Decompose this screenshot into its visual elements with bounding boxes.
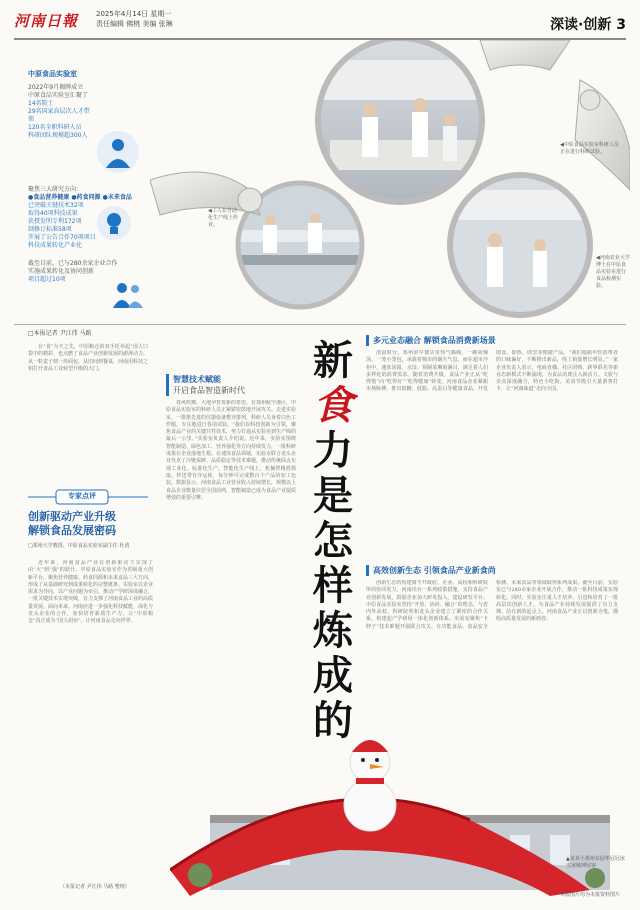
result-line: 制修订标准58项 [28, 226, 72, 233]
headline-char: 力 [313, 427, 353, 474]
people-icon [110, 280, 146, 310]
expert-headline [28, 510, 153, 538]
issue-date: 2025年4月14日 星期一 [96, 10, 172, 18]
intro-paragraph [28, 344, 148, 374]
expert-commentary [28, 560, 153, 878]
issue-info [96, 9, 173, 29]
section-a-heading [166, 374, 303, 396]
expert-title-line1: 创新驱动产业升级 [28, 510, 116, 523]
section-c-body [366, 580, 618, 720]
sidebar-title: 中原食品实验室 [28, 70, 77, 78]
section-b-text: 清晨时分，郑州的早餐店里热气腾腾，一碗胡辣汤、一笼小笼包，承载着城市的烟火气息。而在超市冷柜中，速冻汤圆、水饺、预制菜琳琅满目，满足着人们多样化的消费需求。随着消费升级，食品产业正从“吃得饱”向“吃得好”“吃得健康”转变。河南食品企业紧跟市场脉搏，推出低糖、低脂、高蛋白等健康食品，开发即食、即热、即烹等便捷产品。“我们根据年轻消费者的口味偏好，不断推出新品，线上销量增长明显。”一家企业负责人表示。电商直播、社区团购、跨界联名等新业态新模式不断涌现，为食品消费注入新活力。文旅与美食深度融合，特色小吃街、美食节吸引大量游客打卡，让“河南味道”走向全国。 [366, 350, 618, 393]
areas-title: 聚焦三大研究方向： [28, 186, 83, 193]
result-line: 科技成果转化产业化 [28, 242, 83, 249]
stat-line: 2022年9月揭牌成立 [28, 84, 84, 91]
intro-text: 在“食”为天之先，中原粮仓的双手托举起“国人口袋中的精彩，也点燃了食品产业创新发展的澎湃动力。从一粒麦子到一块面包，从田间到餐桌，河南用科技之钥打开食品工业转型升级的大门。 [28, 344, 149, 372]
expert-sign: （本报记者 尹江伟 马路 整理） [60, 884, 130, 890]
stat-line: 中原食品实验室汇聚了 [28, 92, 89, 99]
section-c-text: 创新生态的构建离不开政府、企业、高校和科研院所的协同发力。河南出台一系列政策措施，支持食品产业创新发展，鼓励企业加大研发投入，建设研发平台。中原食品实验室坚持“开放、协同、融合”的理念，与省内外高校、科研院所和龙头企业建立了紧密的合作关系，构建起产学研用一体化创新体系。实验室聚焦“卡脖子”技术难题开展联合攻关，在功能食品、食品安全检测、未来食品等领域取得系列成果。截至目前，实验室已与280余家企业开展合作，推动一批科技成果实现转化。同时，实验室注重人才培养，引进和培育了一批高层次创新人才，为食品产业持续发展提供了有力支撑。站在新的起点上，河南食品产业正以创新为笔，描绘高质量发展的新画卷。 [366, 580, 618, 630]
headline-char: 成 [313, 652, 353, 699]
section-c-heading: 高效创新生态 引领食品产业新食尚 [366, 565, 623, 576]
main-headline [308, 338, 358, 743]
right-photo-caption: ◀河南农业大学博士在中原食品实验室进行食品检测实验。 [596, 255, 630, 289]
result-line: 取得40项科技成果 [28, 210, 78, 217]
section-b-body [366, 350, 618, 550]
result-line: 已突破关键技术32项 [28, 202, 84, 209]
expert-title-line2: 解锁食品发展密码 [28, 524, 116, 537]
coop-line: 实施成果转化及协同创新 [28, 268, 95, 275]
expert-tag-label: 专家点评 [68, 492, 96, 500]
headline-char: 是 [313, 472, 353, 519]
stat-line: 14名院士 [28, 100, 54, 107]
coop-line: 项目超过10项 [28, 276, 66, 283]
expert-tag [28, 488, 148, 506]
coop-line: 截至目前，已与280余家企业合作 [28, 260, 118, 267]
section-a-title-2: 开启食品智造新时代 [173, 386, 245, 395]
section-a-title-1: 智慧技术赋能 [173, 375, 221, 384]
headline-char: 的 [313, 697, 353, 744]
lab-test-photo [440, 170, 600, 320]
sidebar-stats [28, 84, 92, 140]
section-b-heading: 多元业态融合 解锁食品消费新场景 [366, 335, 623, 346]
production-line-caption: ◀工人在自动化生产线上作业。 [208, 208, 239, 228]
areas-list: ●食品营养健康 ●药食同源 ●未来食品 [28, 194, 132, 201]
expert-byline: □郑州大学教授、中原食品实验室副主任 杜清 [28, 543, 130, 549]
result-line: 获授发明专利172项 [28, 218, 82, 225]
stat-line: 科研团队规模超300人 [28, 132, 88, 139]
headline-char: 怎 [313, 517, 353, 564]
byline: □本报记者 尹江伟 马路 [28, 330, 92, 337]
masthead: 河南日報 [14, 12, 79, 30]
lab-caption: ◀中原食品实验室科研人员正在进行科研试验。 [560, 142, 619, 155]
headline-char-highlight: 食 [313, 382, 353, 429]
photo-credit: 本版图片均为本报资料图片 [560, 892, 621, 898]
section-a-text: 春风吹拂，大地孕育着新的希望。在郑州航空港区，中原食品实验室的科研人员正紧锣密鼓地开展攻关。走进实验室，一排排先进的仪器设备整齐排列，科研人员身着白色工作服，专注地进行各项试验。“我们以科技创新为引领，聚焦食品产业的关键共性技术，努力打通从实验室到生产线的最后一公里。”实验室负责人介绍说。近年来，实验室围绕智能制造、绿色加工、营养强化等方向持续发力，一批科研成果在企业落地生根。在速冻食品领域，实验室联合龙头企业攻克了冷链保鲜、品质稳定等技术难题，推动传统面点实现工业化、标准化生产。智能化生产线上，机械臂精准抓取，传送带有序运转，每分钟可完成数百个产品的加工包装。数据显示，河南食品工业营业收入持续增长，规模以上食品企业数量位居全国前列，智能制造已成为食品产业提质增效的重要引擎。 [166, 400, 296, 501]
snowman-building-photo [170, 697, 620, 896]
headline-char: 炼 [313, 607, 353, 654]
headline-char: 样 [313, 562, 353, 609]
headline-char: 新 [313, 337, 353, 384]
bottom-photo-caption: ▲某某小郑州东园华冠冠冰雪冰城博园客 [566, 856, 625, 869]
lab-photo-collage [150, 40, 630, 340]
section-divider [14, 324, 626, 325]
section-title: 深读·创新 3 [550, 17, 626, 33]
result-line: 开展了公告合作70项项目 [28, 234, 96, 241]
stat-line: 29名国家高层次人才带领 [28, 108, 90, 123]
lightbulb-icon [96, 205, 132, 241]
expert-text: 近年来，河南食品产业在创新驱动下实现了由“大”到“强”的跃升。中原食品实验室作为省级重大创新平台，聚焦营养健康、药食同源和未来食品三大方向，形成了从基础研究到成果转化的完整链条。实验室以企业需求为导向，以产业问题为牵引，推动产学研深度融合，一批关键技术实现突破，有力支撑了河南食品工业的高质量发展。面向未来，河南应进一步强化科技赋能，深化与龙头企业的合作，加快培育新质生产力，让“中原粮仓”真正成为“国人厨房”，让河南食品走向世界。 [28, 560, 153, 625]
stat-line: 120名全职科研人员 [28, 124, 82, 131]
issue-editors: 责任编辑 佛桃 美编 张琳 [96, 20, 173, 28]
scientist-icon [96, 130, 140, 174]
